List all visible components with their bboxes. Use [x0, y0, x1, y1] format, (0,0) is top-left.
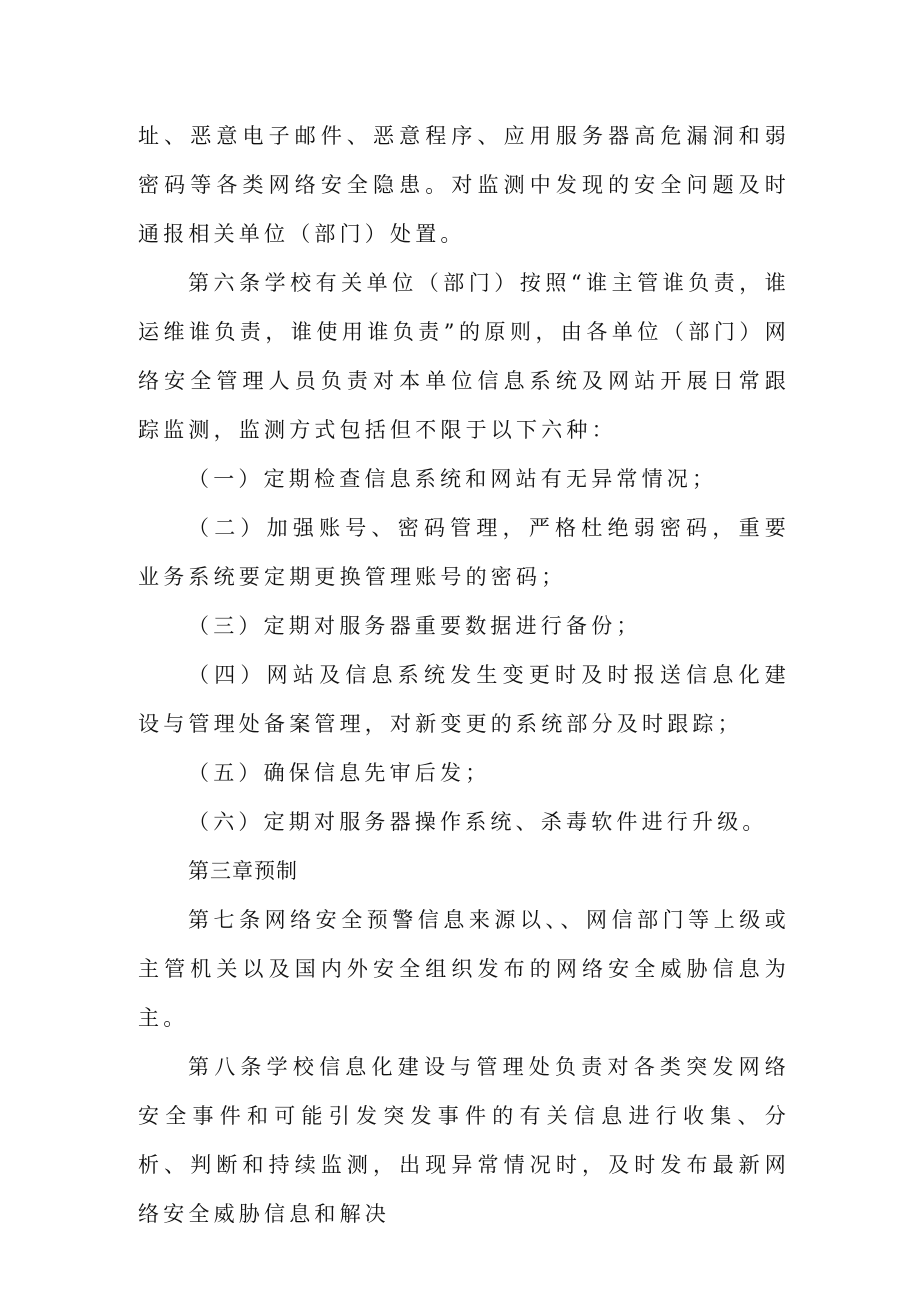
list-item-2: （二）加强账号、密码管理，严格杜绝弱密码，重要业务系统要定期更换管理账号的密码；: [138, 516, 790, 589]
document-body: [138, 112, 790, 1239]
paragraph-article-7: 第七条网络安全预警信息来源以、、网信部门等上级或主管机关以及国内外安全组织发布的网络安全威胁信息为主。: [138, 908, 790, 1030]
list-item-3: （三）定期对服务器重要数据进行备份；: [188, 614, 642, 638]
chapter-heading: 第三章预制: [188, 859, 298, 883]
paragraph-continuation: 址、恶意电子邮件、恶意程序、应用服务器高危漏洞和弱密码等各类网络安全隐患。对监测中发现的安全问题及时通报相关单位（部门）处置。: [138, 124, 790, 246]
list-item-6: （六）定期对服务器操作系统、杀毒软件进行升级。: [188, 810, 768, 834]
paragraph-article-8: 第八条学校信息化建设与管理处负责对各类突发网络安全事件和可能引发突发事件的有关信息进行收集、分析、判断和持续监测，出现异常情况时，及时发布最新网络安全威胁信息和解决: [138, 1055, 790, 1226]
paragraph-article-6: 第六条学校有关单位（部门）按照“谁主管谁负责，谁运维谁负责，谁使用谁负责”的原则，由各单位（部门）网络安全管理人员负责对本单位信息系统及网站开展日常跟踪监测，监测方式包括但不限于以下六种：: [138, 271, 790, 442]
list-item-4: （四）网站及信息系统发生变更时及时报送信息化建设与管理处备案管理，对新变更的系统部分及时跟踪；: [138, 663, 790, 736]
list-item-5: （五）确保信息先审后发；: [188, 761, 491, 785]
list-item-1: （一）定期检查信息系统和网站有无异常情况；: [188, 467, 718, 491]
